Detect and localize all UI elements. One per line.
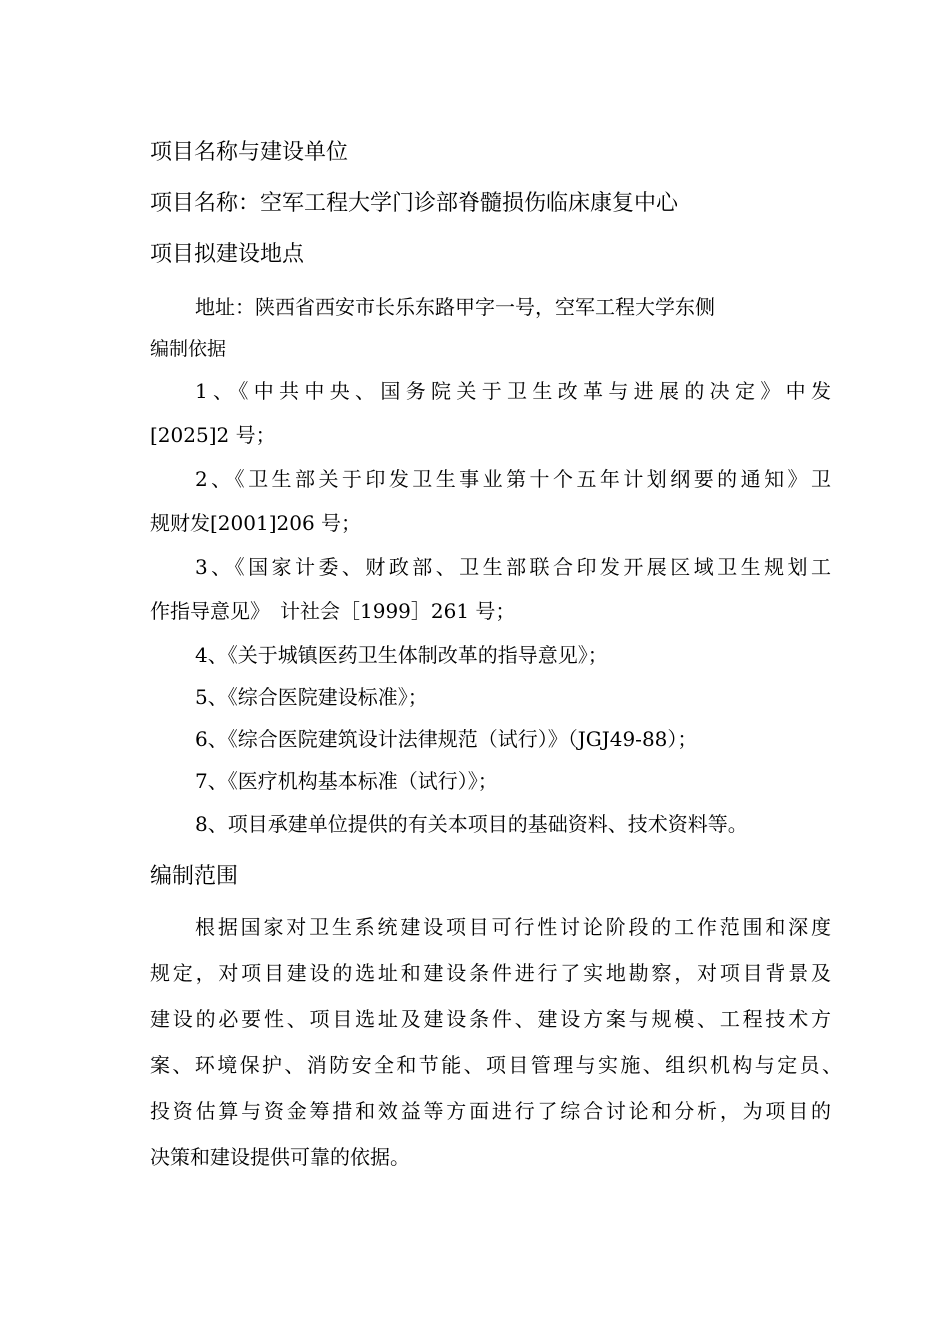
heading-project-site: 项目拟建设地点 <box>150 242 305 267</box>
heading-project-name: 项目名称：空军工程大学门诊部脊髓损伤临床康复中心 <box>150 191 679 216</box>
basis-item-3-line-2: 作指导意见》 计社会［1999］261 号； <box>150 599 516 623</box>
scope-paragraph-line-5: 投资估算与资金筹措和效益等方面进行了综合讨论和分析，为项目的 <box>150 1099 831 1123</box>
scope-paragraph-line-6: 决策和建设提供可靠的依据。 <box>150 1145 410 1169</box>
basis-item-4: 4、《关于城镇医药卫生体制改革的指导意见》； <box>195 643 608 667</box>
heading-scope: 编制范围 <box>150 864 239 889</box>
basis-title: 编制依据 <box>150 338 227 360</box>
scope-paragraph-line-2: 规定，对项目建设的选址和建设条件进行了实地勘察，对项目背景及 <box>150 961 831 985</box>
basis-item-1-line-1: 1、《中共中央、国务院关于卫生改革与进展的决定》中发 <box>195 379 831 403</box>
basis-item-1-line-2: [2025]2 号； <box>150 423 276 447</box>
basis-item-2-line-2: 规财发[2001]206 号； <box>150 511 362 535</box>
basis-item-2-line-1: 2、《卫生部关于印发卫生事业第十个五年计划纲要的通知》卫 <box>195 467 831 491</box>
basis-item-8: 8、项目承建单位提供的有关本项目的基础资料、技术资料等。 <box>195 812 748 836</box>
basis-item-6: 6、《综合医院建筑设计法律规范（试行）》（JGJ49-88）； <box>195 727 698 751</box>
basis-item-7: 7、《医疗机构基本标准（试行）》； <box>195 769 498 793</box>
basis-item-3-line-1: 3、《国家计委、财政部、卫生部联合印发开展区域卫生规划工 <box>195 555 831 579</box>
heading-project-name-and-unit: 项目名称与建设单位 <box>150 140 349 165</box>
scope-paragraph-line-3: 建设的必要性、项目选址及建设条件、建设方案与规模、工程技术方 <box>150 1007 831 1031</box>
scope-paragraph-line-4: 案、环境保护、消防安全和节能、项目管理与实施、组织机构与定员、 <box>150 1053 842 1077</box>
basis-item-5: 5、《综合医院建设标准》； <box>195 685 428 709</box>
scope-paragraph-line-1: 根据国家对卫生系统建设项目可行性讨论阶段的工作范围和深度 <box>195 915 831 939</box>
address-line: 地址：陕西省西安市长乐东路甲字一号，空军工程大学东侧 <box>195 295 715 319</box>
